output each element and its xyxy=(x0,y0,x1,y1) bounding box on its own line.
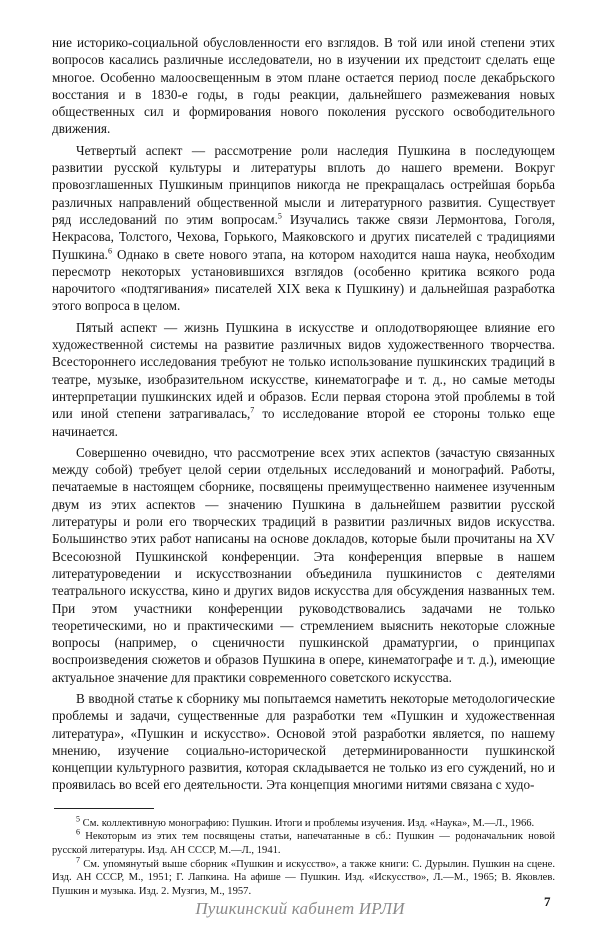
footnote-number: 7 xyxy=(76,855,80,865)
paragraph-3-part-b: то исследование второй ее стороны только еще начинается. xyxy=(52,406,555,439)
paragraph-4: Совершенно очевидно, что рассмотрение всех этих аспектов (зачастую связанных между собой) требует целой серии отдельных исследований и монографий. Работы, печатаемые в настоящем сборнике, посвящены преимущественно наименее изученным двум из этих аспектов — значению Пушкина в дальнейшем развитии русской литературы и роли его творческих традиций в развитии различных видов искусства. Большинство этих работ написаны на основе докладов, которые были прочитаны на XV Всесоюзной Пушкинской конференции. Эта конференция впервые в нашем литературоведении и искусствознании объединила пушкинистов с деятелями театрального искусства, кино и других видов искусства для обсуждения названных тем. При этом участники конференции руководствовались задачами не только теоретическими, но и практическими — стремлением выяснить некоторые сложные вопросы (например, о сценичности пушкинской драматургии, о принципах воспроизведения сюжетов и образов Пушкина в опере, кинематографе и т. д.), имеющие актуальное значение для практики современного советского искусства. xyxy=(52,444,555,685)
page-content xyxy=(52,34,555,898)
paragraph-1: ние историко-социальной обусловленности его взглядов. В той или иной степени этих вопросов касались различные исследователи, но в изучении их предстоит сделать еще многое. Особенно малоосвещенным в этом плане остается период после декабрьского восстания и в 1830-е годы, в годы реакции, дальнейшего размежевания новых общественных сил и формирования нового поколения русского освободительного движения. xyxy=(52,35,555,137)
paragraph-3 xyxy=(52,319,555,440)
footnote-number: 5 xyxy=(76,814,80,824)
paragraph-2 xyxy=(52,142,555,315)
footnote-text: См. упомянутый выше сборник «Пушкин и искусство», а также книги: С. Дурылин. Пушкин на сцене. Изд. АН СССР, М., 1951; Г. Лапкина. На афише — Пушкин. Изд. «Искусство», Л.—М., 1965; В. Яковлев. Пушкин и музыка. Изд. 2. Музгиз, М., 1957. xyxy=(52,858,555,897)
footnote-text: Некоторым из этих тем посвящены статьи, напечатанные в сб.: Пушкин — родоначальник новой русской литературы. Изд. АН СССР, М.—Л., 1941. xyxy=(52,831,555,856)
paragraph-2-part-b: Изучались также связи Лермонтова, Гоголя, Некрасова, Толстого, Чехова, Горького, Маяковского и других писателей с традициями Пушкина. xyxy=(52,211,555,262)
paragraph-3-part-a: Пятый аспект — жизнь Пушкина в искусстве и оплодотворяющее влияние его художественной системы на развитие различных видов художественного творчества. Всестороннего исследования требуют не только использование пушкинских традиций в театре, музыке, изобразительном искусстве, кинематографе и т. д., но самые методы интерпретации пушкинских идей и образов. Если первая сторона этой проблемы в той или иной степени затрагивалась, xyxy=(52,319,555,422)
footnote-text: См. коллективную монографию: Пушкин. Итоги и проблемы изучения. Изд. «Наука», М.—Л., 1966. xyxy=(80,817,535,829)
footnote-ref-5: 5 xyxy=(277,211,282,221)
footnote-5 xyxy=(52,814,555,831)
paragraph-2-part-c: Однако в свете нового этапа, на котором находится наша наука, необходим пересмотр некоторых установившихся взглядов (особенно критика всякого рода нарочитого «подтягивания» писателей XIX века к Пушкину) и дальнейшая разработка этого вопроса в целом. xyxy=(52,246,555,314)
footnote-divider xyxy=(54,808,154,809)
paragraph-2-part-a: Четвертый аспект — рассмотрение роли наследия Пушкина в последующем развитии русской культуры и литературы вплоть до нашего времени. Вокруг провозглашенных Пушкиным принципов никогда не прекращалась острейшая борьба различных направлений общественной мысли и литературного развития. Существует ряд исследований по этим вопросам. xyxy=(52,142,555,227)
library-stamp: Пушкинский кабинет ИРЛИ xyxy=(195,899,405,918)
footnote-ref-7: 7 xyxy=(250,405,255,415)
footnote-7 xyxy=(52,855,555,899)
footnote-6 xyxy=(52,827,555,857)
paragraph-5: В вводной статье к сборнику мы попытаемся наметить некоторые методологические проблемы и задачи, существенные для разработки тем «Пушкин и художественная литература», «Пушкин и искусство». Основой этой разработки является, по нашему мнению, изучение социально-исторической детерминированности пушкинской концепции культурного развития, которая складывается не только из его суждений, но и проявилась во всей его деятельности. Эта концепция многими нитями связана с худо- xyxy=(52,690,555,793)
footnote-ref-6: 6 xyxy=(107,246,112,256)
page-number: 7 xyxy=(544,894,551,909)
footnote-number: 6 xyxy=(76,827,80,837)
